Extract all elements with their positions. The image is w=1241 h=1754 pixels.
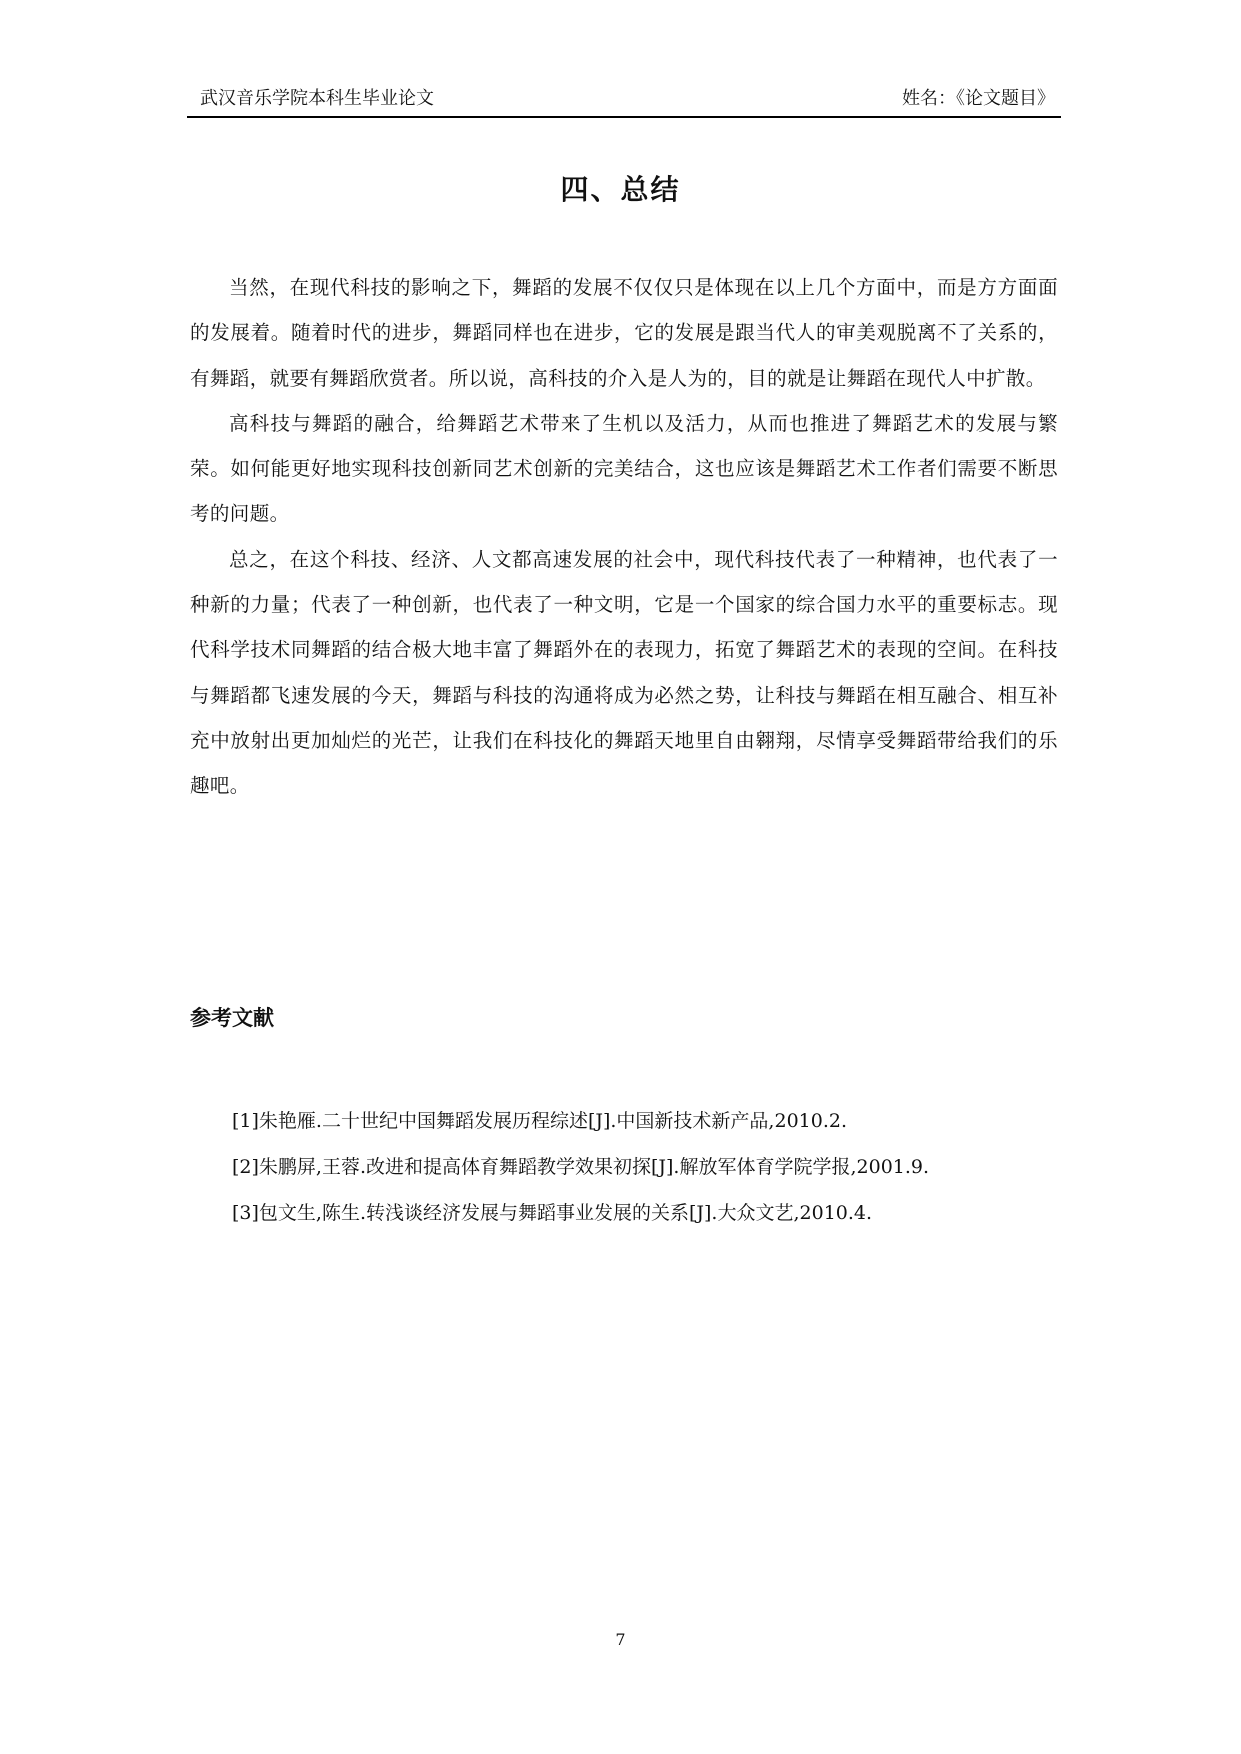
header-author-title: 姓名：《论文题目》 bbox=[902, 88, 1055, 109]
body-paragraph: 总之，在这个科技、经济、人文都高速发展的社会中，现代科技代表了一种精神，也代表了一种新的力量；代表了一种创新，也代表了一种文明，它是一个国家的综合国力水平的重要标志。现代科学技术同舞蹈的结合极大地丰富了舞蹈外在的表现力，拓宽了舞蹈艺术的表现的空间。在科技与舞蹈都飞速发展的今天，舞蹈与科技的沟通将成为必然之势，让科技与舞蹈在相互融合、相互补充中放射出更加灿烂的光芒，让我们在科技化的舞蹈天地里自由翱翔，尽情享受舞蹈带给我们的乐趣吧。 bbox=[190, 547, 1058, 798]
section-body bbox=[190, 265, 1058, 809]
header-university-title: 武汉音乐学院本科生毕业论文 bbox=[200, 88, 434, 109]
page-number: 7 bbox=[615, 1630, 626, 1649]
references-heading: 参考文献 bbox=[190, 1006, 274, 1030]
body-paragraph: 当然，在现代科技的影响之下，舞蹈的发展不仅仅只是体现在以上几个方面中，而是方方面面的发展着。随着时代的进步，舞蹈同样也在进步，它的发展是跟当代人的审美观脱离不了关系的，有舞蹈，就要有舞蹈欣赏者。所以说，高科技的介入是人为的，目的就是让舞蹈在现代人中扩散。 bbox=[190, 276, 1058, 390]
reference-item: [1]朱艳雁.二十世纪中国舞蹈发展历程综述[J].中国新技术新产品,2010.2. bbox=[232, 1110, 847, 1132]
reference-item: [2]朱鹏屏,王蓉.改进和提高体育舞蹈教学效果初探[J].解放军体育学院学报,2001.9. bbox=[232, 1156, 930, 1178]
page-header bbox=[187, 86, 1061, 118]
body-paragraph: 高科技与舞蹈的融合，给舞蹈艺术带来了生机以及活力，从而也推进了舞蹈艺术的发展与繁荣。如何能更好地实现科技创新同艺术创新的完美结合，这也应该是舞蹈艺术工作者们需要不断思考的问题。 bbox=[190, 411, 1058, 526]
section-title: 四、总结 bbox=[560, 173, 681, 206]
references-list bbox=[232, 1098, 1072, 1236]
reference-item: [3]包文生,陈生.转浅谈经济发展与舞蹈事业发展的关系[J].大众文艺,2010.4. bbox=[232, 1202, 873, 1224]
